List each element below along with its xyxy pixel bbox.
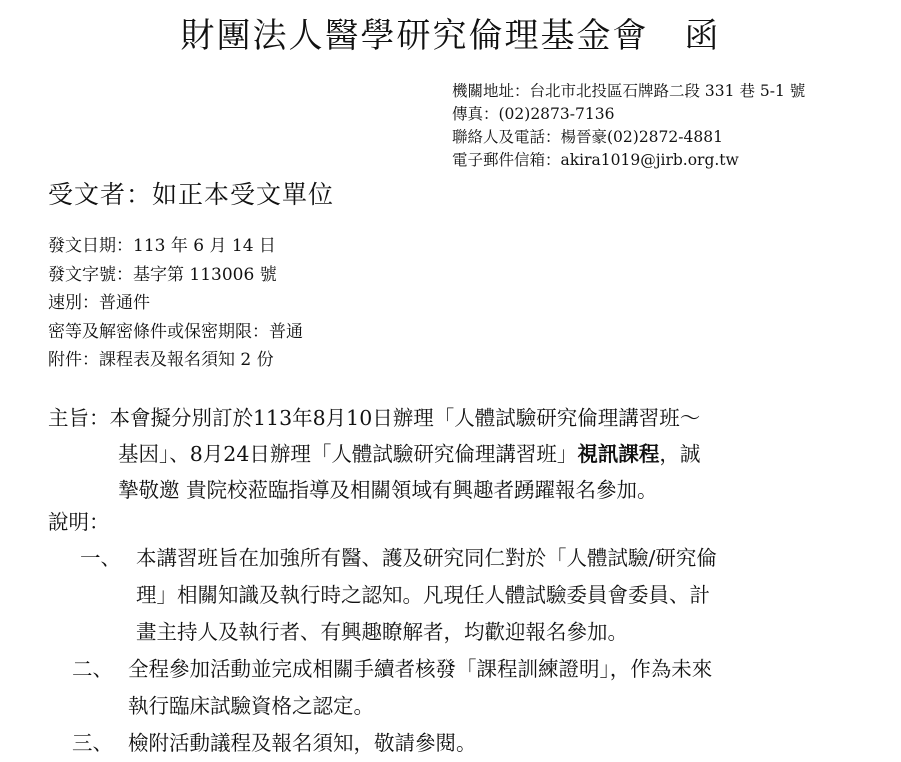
subject-line-2-emphasis: 視訊課程: [577, 442, 660, 466]
explanation-label: 說明：: [48, 510, 110, 534]
delivery-speed: 速別：普通件: [48, 293, 150, 313]
subject-section: [48, 400, 700, 508]
contact-fax: 傳真：(02)2873-7136: [452, 105, 615, 123]
item-line: 執行臨床試驗資格之認定。: [128, 694, 374, 718]
item-line: 理」相關知識及執行時之認知。凡現任人體試驗委員會委員、計: [136, 583, 710, 607]
item-number: 三、: [72, 731, 113, 755]
contact-email: 電子郵件信箱：akira1019@jirb.org.tw: [452, 151, 739, 169]
explanation-items: [0, 540, 901, 762]
item-line: 全程參加活動並完成相關手續者核發「課程訓練證明」，作為未來: [128, 657, 713, 681]
explanation-item-2: [0, 651, 901, 725]
explanation-item-3: [0, 725, 901, 762]
document-number: 發文字號：基字第 113006 號: [48, 264, 277, 285]
item-line: 畫主持人及執行者、有興趣瞭解者，均歡迎報名參加。: [136, 620, 628, 644]
subject-line-3: 摯敬邀 貴院校蒞臨指導及相關領域有興趣者踴躍報名參加。: [118, 478, 658, 502]
subject-line-2-part-a: 基因」、8月24日辦理「人體試驗研究倫理講習班」: [118, 442, 578, 466]
subject-line-1: 主旨：本會擬分別訂於113年8月10日辦理「人體試驗研究倫理講習班～: [48, 406, 701, 430]
document-meta: [48, 232, 303, 375]
contact-person-phone: 聯絡人及電話：楊晉豪(02)2872-4881: [452, 128, 723, 146]
recipient: 受文者：如正本受文單位: [48, 180, 335, 209]
contact-address: 機關地址：台北市北投區石牌路二段 331 巷 5-1 號: [452, 82, 806, 100]
subject-line-2-part-b: ，誠: [659, 442, 701, 466]
security-level: 密等及解密條件或保密期限：普通: [48, 321, 303, 342]
letter-title: [0, 14, 901, 58]
item-number: 一、: [80, 546, 121, 570]
item-number: 二、: [72, 657, 113, 681]
attachment: 附件：課程表及報名須知 2 份: [48, 350, 274, 370]
issue-date: 發文日期：113 年 6 月 14 日: [48, 236, 276, 256]
subject-line-2: [48, 436, 700, 472]
item-line: 檢附活動議程及報名須知，敬請參閱。: [128, 731, 477, 755]
document-type: 函: [684, 16, 721, 56]
contact-block: [452, 80, 805, 172]
organization-name: 財團法人醫學研究倫理基金會: [180, 16, 649, 56]
explanation-item-1: [0, 540, 901, 651]
item-line: 本講習班旨在加強所有醫、護及研究同仁對於「人體試驗/研究倫: [136, 546, 717, 570]
